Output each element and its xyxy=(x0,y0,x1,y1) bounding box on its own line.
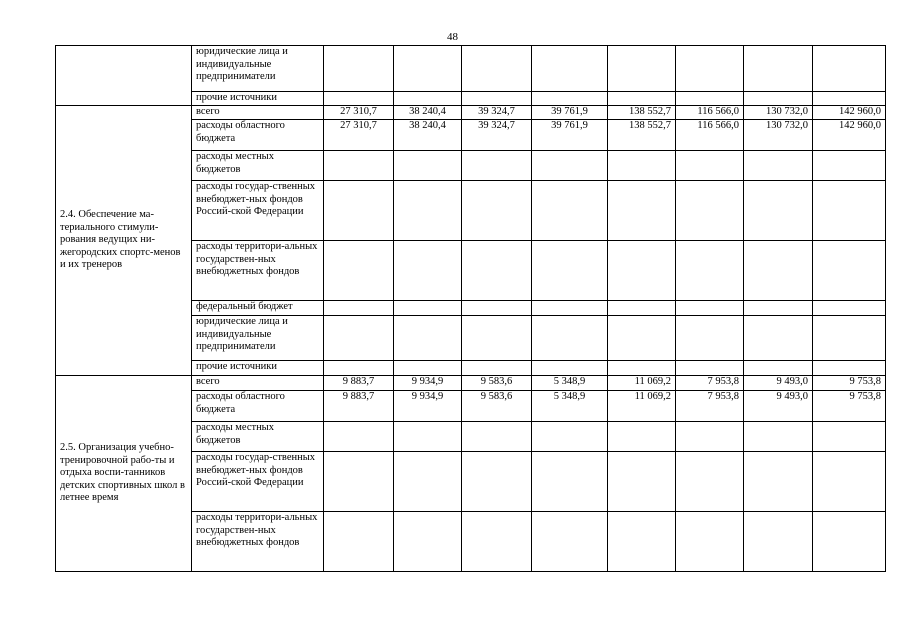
value-cell xyxy=(394,422,462,452)
value-cell: 39 324,7 xyxy=(462,106,532,120)
value-cell xyxy=(324,46,394,92)
value-cell xyxy=(813,301,886,316)
program-item-title: 2.4. Обеспечение ма-териального стимули-рования ведущих ни-жегородских спортс-менов и их тренеров xyxy=(56,106,192,376)
value-cell xyxy=(394,151,462,181)
table-row xyxy=(56,106,886,120)
budget-table xyxy=(55,45,886,572)
value-cell xyxy=(324,241,394,301)
funding-source-cell: расходы государ-ственных внебюджет-ных фондов Россий-ской Федерации xyxy=(192,452,324,512)
funding-source-cell: расходы местных бюджетов xyxy=(192,422,324,452)
funding-source-cell: юридические лица и индивидуальные предприниматели xyxy=(192,316,324,361)
value-cell: 116 566,0 xyxy=(676,120,744,151)
value-cell: 9 883,7 xyxy=(324,376,394,391)
value-cell: 11 069,2 xyxy=(608,376,676,391)
value-cell: 9 583,6 xyxy=(462,376,532,391)
value-cell xyxy=(394,316,462,361)
value-cell xyxy=(813,151,886,181)
value-cell xyxy=(813,46,886,92)
value-cell: 38 240,4 xyxy=(394,120,462,151)
value-cell xyxy=(394,301,462,316)
value-cell: 5 348,9 xyxy=(532,376,608,391)
value-cell xyxy=(608,361,676,376)
value-cell xyxy=(532,151,608,181)
value-cell: 5 348,9 xyxy=(532,391,608,422)
value-cell xyxy=(608,452,676,512)
value-cell xyxy=(744,46,813,92)
value-cell xyxy=(608,92,676,106)
value-cell xyxy=(532,512,608,572)
value-cell xyxy=(532,46,608,92)
value-cell xyxy=(532,181,608,241)
value-cell: 142 960,0 xyxy=(813,106,886,120)
table-row xyxy=(56,376,886,391)
value-cell xyxy=(813,361,886,376)
value-cell: 142 960,0 xyxy=(813,120,886,151)
value-cell xyxy=(744,181,813,241)
value-cell xyxy=(676,46,744,92)
value-cell: 9 934,9 xyxy=(394,391,462,422)
value-cell xyxy=(394,92,462,106)
value-cell xyxy=(676,241,744,301)
value-cell: 27 310,7 xyxy=(324,106,394,120)
value-cell xyxy=(532,452,608,512)
funding-source-cell: юридические лица и индивидуальные предприниматели xyxy=(192,46,324,92)
value-cell xyxy=(394,452,462,512)
value-cell xyxy=(324,316,394,361)
value-cell xyxy=(462,181,532,241)
value-cell xyxy=(462,316,532,361)
value-cell xyxy=(608,316,676,361)
value-cell xyxy=(324,452,394,512)
value-cell xyxy=(676,361,744,376)
value-cell xyxy=(744,301,813,316)
funding-source-cell: расходы местных бюджетов xyxy=(192,151,324,181)
value-cell xyxy=(394,512,462,572)
value-cell xyxy=(744,422,813,452)
program-item-title xyxy=(56,46,192,106)
page-number: 48 xyxy=(447,31,458,43)
value-cell xyxy=(462,361,532,376)
value-cell xyxy=(744,361,813,376)
value-cell xyxy=(532,241,608,301)
value-cell: 39 761,9 xyxy=(532,120,608,151)
funding-source-cell: расходы государ-ственных внебюджет-ных фондов Россий-ской Федерации xyxy=(192,181,324,241)
value-cell xyxy=(462,452,532,512)
value-cell xyxy=(676,301,744,316)
value-cell xyxy=(532,361,608,376)
funding-source-cell: всего xyxy=(192,106,324,120)
value-cell xyxy=(532,316,608,361)
funding-source-cell: расходы областного бюджета xyxy=(192,391,324,422)
value-cell xyxy=(813,452,886,512)
value-cell: 9 583,6 xyxy=(462,391,532,422)
value-cell xyxy=(813,316,886,361)
value-cell: 9 493,0 xyxy=(744,376,813,391)
value-cell xyxy=(394,181,462,241)
value-cell xyxy=(676,92,744,106)
value-cell xyxy=(532,92,608,106)
value-cell xyxy=(608,301,676,316)
value-cell xyxy=(394,361,462,376)
value-cell xyxy=(676,452,744,512)
value-cell xyxy=(324,181,394,241)
value-cell: 138 552,7 xyxy=(608,106,676,120)
value-cell xyxy=(324,92,394,106)
value-cell xyxy=(813,181,886,241)
value-cell xyxy=(744,241,813,301)
value-cell: 39 761,9 xyxy=(532,106,608,120)
value-cell xyxy=(744,151,813,181)
value-cell xyxy=(394,46,462,92)
value-cell xyxy=(813,92,886,106)
value-cell xyxy=(608,151,676,181)
value-cell xyxy=(324,301,394,316)
value-cell xyxy=(608,46,676,92)
value-cell xyxy=(324,361,394,376)
value-cell xyxy=(462,92,532,106)
value-cell xyxy=(676,151,744,181)
value-cell xyxy=(324,422,394,452)
value-cell xyxy=(608,241,676,301)
value-cell: 130 732,0 xyxy=(744,120,813,151)
value-cell: 116 566,0 xyxy=(676,106,744,120)
funding-source-cell: прочие источники xyxy=(192,361,324,376)
value-cell xyxy=(394,241,462,301)
value-cell xyxy=(676,422,744,452)
value-cell xyxy=(676,181,744,241)
value-cell xyxy=(813,241,886,301)
value-cell xyxy=(462,151,532,181)
funding-source-cell: расходы областного бюджета xyxy=(192,120,324,151)
value-cell: 138 552,7 xyxy=(608,120,676,151)
value-cell: 9 883,7 xyxy=(324,391,394,422)
value-cell xyxy=(462,512,532,572)
value-cell: 9 493,0 xyxy=(744,391,813,422)
value-cell xyxy=(462,422,532,452)
value-cell: 7 953,8 xyxy=(676,376,744,391)
table-row xyxy=(56,46,886,92)
value-cell xyxy=(744,512,813,572)
value-cell xyxy=(462,241,532,301)
value-cell xyxy=(744,452,813,512)
value-cell xyxy=(813,422,886,452)
funding-source-cell: федеральный бюджет xyxy=(192,301,324,316)
value-cell: 9 753,8 xyxy=(813,376,886,391)
value-cell xyxy=(462,301,532,316)
value-cell xyxy=(676,316,744,361)
value-cell: 39 324,7 xyxy=(462,120,532,151)
value-cell xyxy=(676,512,744,572)
value-cell: 9 753,8 xyxy=(813,391,886,422)
value-cell xyxy=(813,512,886,572)
value-cell xyxy=(744,92,813,106)
value-cell xyxy=(324,512,394,572)
value-cell xyxy=(324,151,394,181)
value-cell: 27 310,7 xyxy=(324,120,394,151)
value-cell: 38 240,4 xyxy=(394,106,462,120)
value-cell: 9 934,9 xyxy=(394,376,462,391)
value-cell: 7 953,8 xyxy=(676,391,744,422)
value-cell xyxy=(532,422,608,452)
value-cell xyxy=(608,422,676,452)
value-cell xyxy=(608,512,676,572)
value-cell xyxy=(608,181,676,241)
value-cell xyxy=(744,316,813,361)
value-cell xyxy=(532,301,608,316)
value-cell: 11 069,2 xyxy=(608,391,676,422)
value-cell: 130 732,0 xyxy=(744,106,813,120)
program-item-title: 2.5. Организация учебно-тренировочной рабо-ты и отдыха воспи-танников детских спортивных школ в летнее время xyxy=(56,376,192,572)
funding-source-cell: всего xyxy=(192,376,324,391)
funding-source-cell: прочие источники xyxy=(192,92,324,106)
funding-source-cell: расходы территори-альных государствен-ных внебюджетных фондов xyxy=(192,512,324,572)
value-cell xyxy=(462,46,532,92)
funding-source-cell: расходы территори-альных государствен-ных внебюджетных фондов xyxy=(192,241,324,301)
